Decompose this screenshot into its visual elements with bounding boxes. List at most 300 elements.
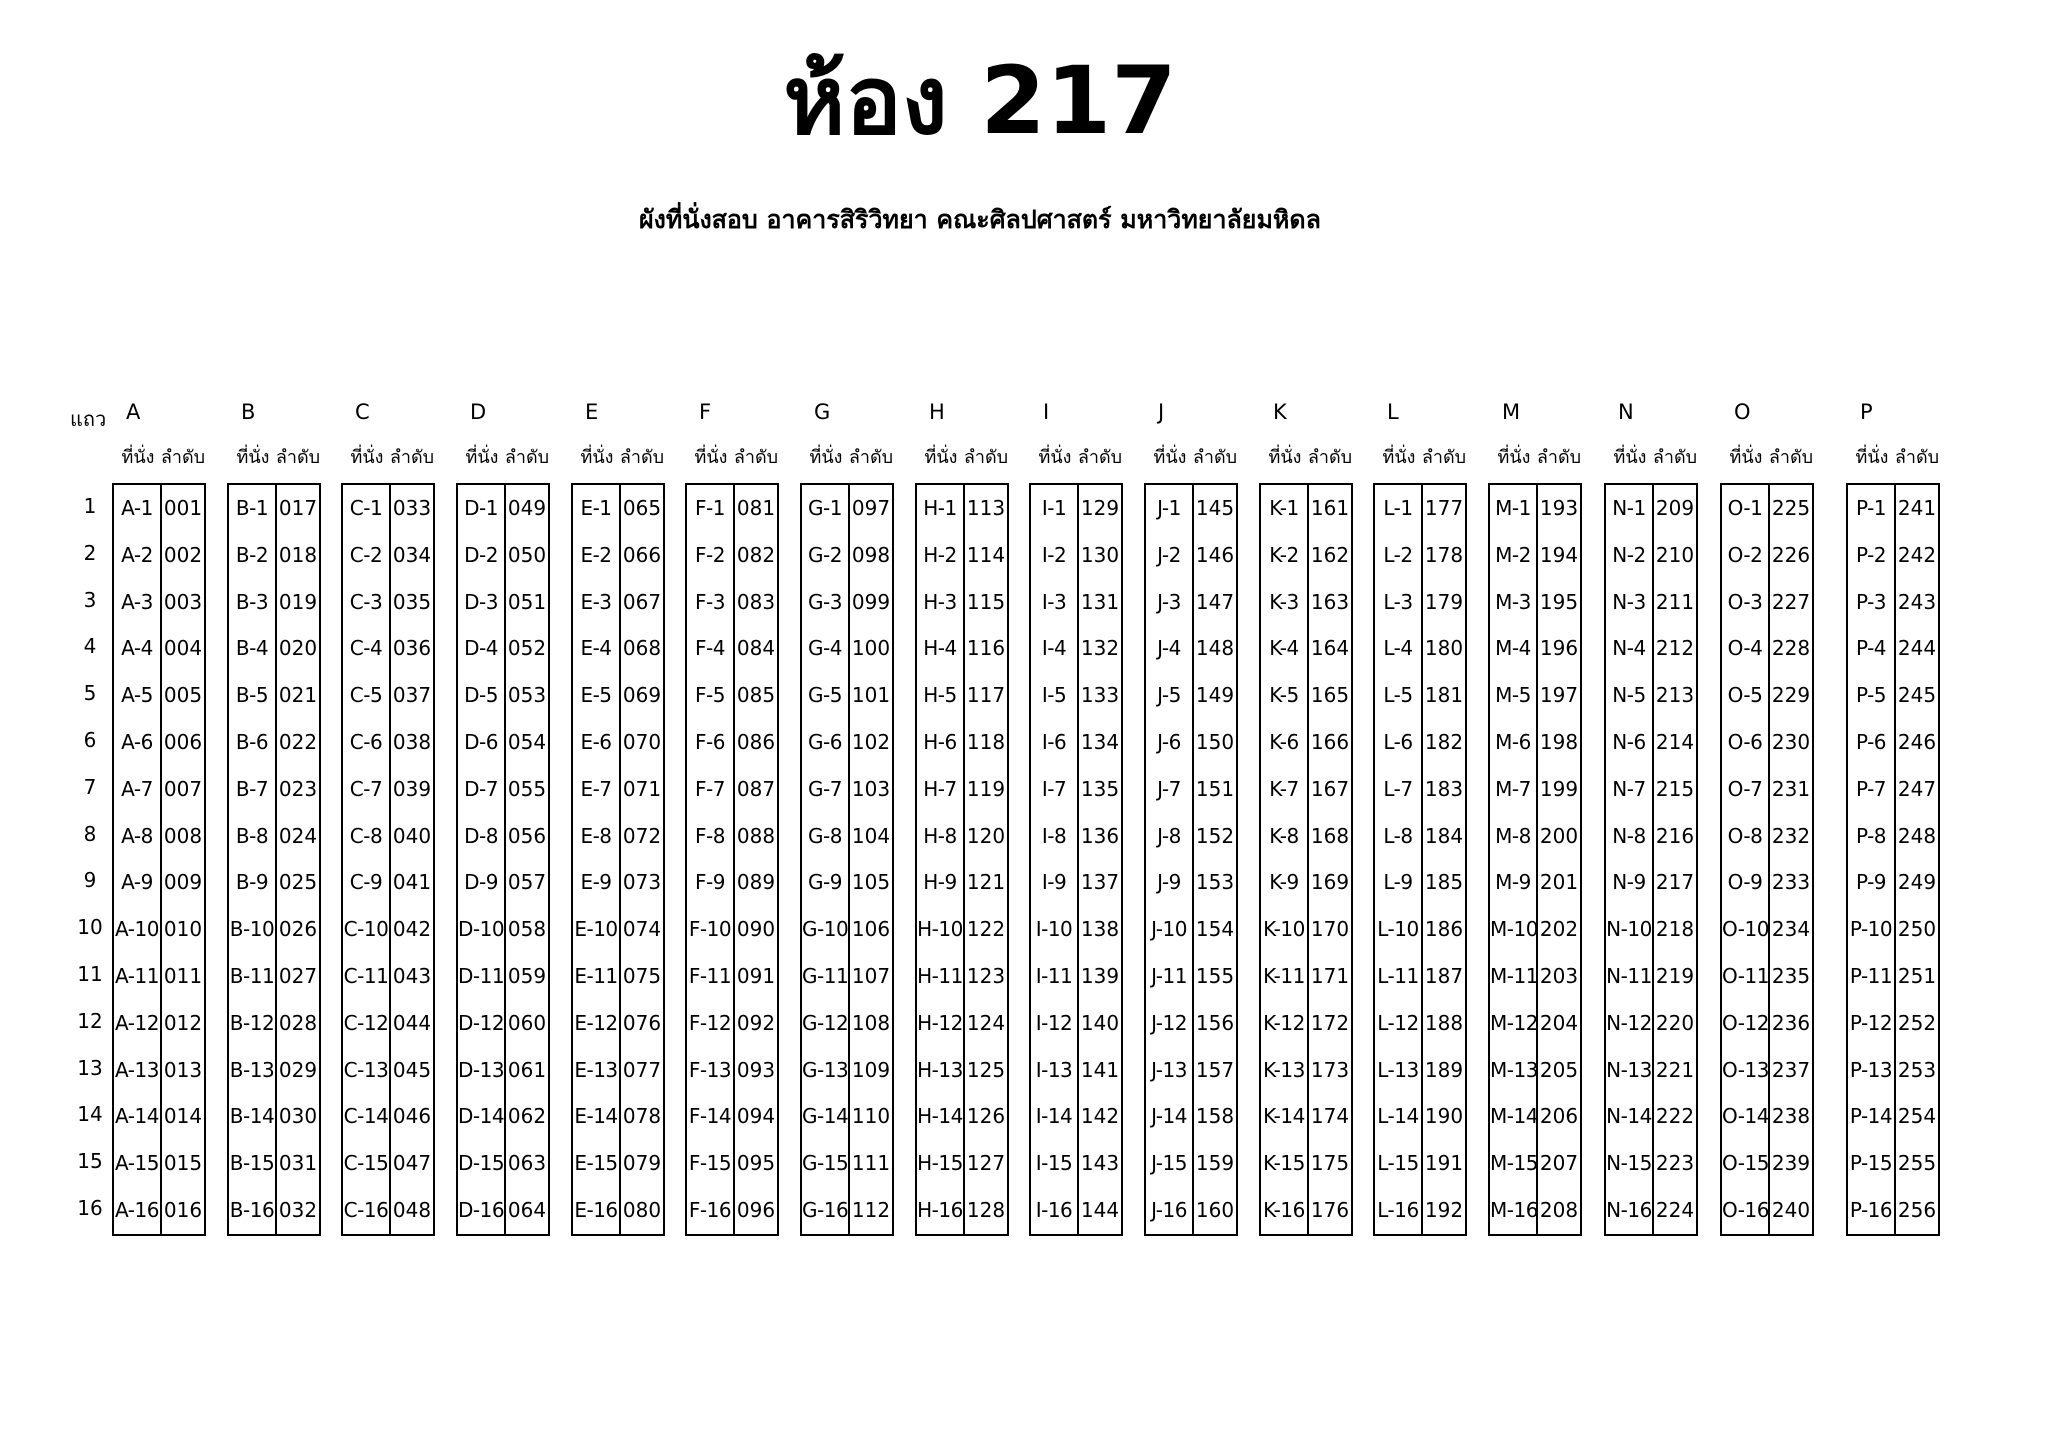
seat-row (802, 625, 892, 672)
seat-row (1261, 1093, 1351, 1140)
seat-id: K-12 (1261, 1000, 1309, 1047)
seat-id: H-2 (917, 532, 965, 579)
seat-row (1261, 813, 1351, 860)
seat-order-number: 027 (278, 963, 318, 988)
seat-id: L-8 (1375, 813, 1423, 860)
seat-order-number: 238 (1771, 1104, 1811, 1129)
seat-row (917, 485, 1007, 532)
seat-id: O-3 (1722, 579, 1770, 626)
seat-row (114, 1000, 204, 1047)
seat-order-number: 231 (1771, 776, 1811, 801)
seat-id: J-15 (1146, 1140, 1194, 1187)
seat-order-number: 205 (1539, 1057, 1579, 1082)
seat-order-number: 035 (392, 589, 432, 614)
seat-order-number: 202 (1539, 917, 1579, 942)
seat-order-number: 234 (1771, 917, 1811, 942)
seat-id: K-16 (1261, 1187, 1309, 1234)
seat-order-number: 062 (507, 1104, 547, 1129)
seat-row (1606, 1140, 1696, 1187)
seat-order-number: 235 (1771, 963, 1811, 988)
seat-row (917, 953, 1007, 1000)
seat-row (229, 532, 319, 579)
seat-order-number: 178 (1424, 542, 1464, 567)
seat-order-number: 019 (278, 589, 318, 614)
seat-order-number: 157 (1195, 1057, 1235, 1082)
seat-row (1375, 532, 1465, 579)
seat-row (802, 953, 892, 1000)
seat-order-number: 079 (622, 1151, 662, 1176)
seat-row (114, 1093, 204, 1140)
seat-id: N-15 (1606, 1140, 1654, 1187)
seat-order-number: 237 (1771, 1057, 1811, 1082)
seat-row (1848, 1093, 1938, 1140)
row-number-list (70, 483, 110, 1232)
seat-order-number: 239 (1771, 1151, 1811, 1176)
seat-id: I-2 (1031, 532, 1079, 579)
column-subheader (1846, 442, 1946, 472)
seat-order-number: 165 (1310, 683, 1350, 708)
seat-order-number: 144 (1080, 1197, 1120, 1222)
seat-order-number: 256 (1897, 1197, 1937, 1222)
seat-order-number: 046 (392, 1104, 432, 1129)
row-number: 16 (77, 1195, 103, 1220)
column-subheader (1604, 442, 1704, 472)
column-letter: I (1043, 400, 1050, 424)
seat-row (1490, 859, 1580, 906)
seat-row (1722, 1047, 1812, 1094)
seat-order-number: 255 (1897, 1151, 1937, 1176)
seat-id: I-7 (1031, 766, 1079, 813)
seat-id: F-10 (687, 906, 735, 953)
seat-id: I-16 (1031, 1187, 1079, 1234)
seat-order-number: 134 (1080, 729, 1120, 754)
seat-id: E-2 (573, 532, 621, 579)
seat-row (1031, 953, 1121, 1000)
seat-id: O-15 (1722, 1140, 1770, 1187)
seat-row (1146, 953, 1236, 1000)
seat-id: M-13 (1490, 1047, 1538, 1094)
seat-row (1146, 1140, 1236, 1187)
seat-row (1722, 1093, 1812, 1140)
seat-order-number: 129 (1080, 496, 1120, 520)
seat-order-number: 108 (851, 1010, 891, 1035)
seat-row (229, 906, 319, 953)
column-letter: G (814, 400, 831, 424)
seat-row (1146, 579, 1236, 626)
seat-order-number: 212 (1655, 636, 1695, 661)
seat-order-number: 056 (507, 823, 547, 848)
seat-id: E-5 (573, 672, 621, 719)
seat-id: N-2 (1606, 532, 1654, 579)
row-number: 2 (83, 540, 97, 565)
seat-row (114, 1047, 204, 1094)
seat-order-number: 197 (1539, 683, 1579, 708)
seat-id: J-13 (1146, 1047, 1194, 1094)
seat-order-number: 220 (1655, 1010, 1695, 1035)
seat-row (458, 719, 548, 766)
seat-order-number: 183 (1424, 776, 1464, 801)
seat-id: N-7 (1606, 766, 1654, 813)
seat-id: B-3 (229, 579, 277, 626)
seat-column-f (685, 400, 785, 1236)
seat-id: N-11 (1606, 953, 1654, 1000)
seat-order-number: 248 (1897, 823, 1937, 848)
seat-order-number: 104 (851, 823, 891, 848)
seat-id: N-10 (1606, 906, 1654, 953)
seat-id: G-13 (802, 1047, 850, 1094)
seat-id: M-15 (1490, 1140, 1538, 1187)
seat-order-number: 064 (507, 1197, 547, 1222)
seat-order-number: 011 (163, 963, 203, 988)
seat-id: P-11 (1848, 953, 1896, 1000)
seat-order-number: 120 (966, 823, 1006, 848)
seat-row (343, 859, 433, 906)
seat-order-number: 103 (851, 776, 891, 801)
seat-row (229, 859, 319, 906)
seat-order-number: 013 (163, 1057, 203, 1082)
seat-row (1375, 859, 1465, 906)
column-letter: H (929, 400, 945, 424)
seat-order-number: 003 (163, 589, 203, 614)
seat-row (573, 859, 663, 906)
seat-order-number: 182 (1424, 729, 1464, 754)
seat-order-number: 251 (1897, 963, 1937, 988)
seat-id: C-7 (343, 766, 391, 813)
seat-table (456, 483, 550, 1236)
seat-column-o (1720, 400, 1820, 1236)
seat-order-number: 010 (163, 917, 203, 942)
seat-id: B-5 (229, 672, 277, 719)
seat-id: O-5 (1722, 672, 1770, 719)
seat-row (1848, 672, 1938, 719)
seat-id: I-10 (1031, 906, 1079, 953)
seat-id: J-2 (1146, 532, 1194, 579)
seat-row (1261, 859, 1351, 906)
seat-id: D-1 (458, 485, 506, 532)
seat-order-number: 114 (966, 542, 1006, 567)
seat-row (1490, 906, 1580, 953)
seat-order-number: 059 (507, 963, 547, 988)
seat-row (1146, 485, 1236, 532)
seat-order-number: 076 (622, 1010, 662, 1035)
seat-row (1490, 485, 1580, 532)
seat-row (573, 1187, 663, 1234)
seat-id: O-4 (1722, 625, 1770, 672)
seat-row (1031, 813, 1121, 860)
seat-id: E-3 (573, 579, 621, 626)
column-letter: L (1387, 400, 1399, 424)
seat-row (458, 579, 548, 626)
seat-row (343, 532, 433, 579)
seat-row (573, 766, 663, 813)
seat-id: C-6 (343, 719, 391, 766)
seat-row (1490, 1000, 1580, 1047)
seat-id: M-12 (1490, 1000, 1538, 1047)
seat-table (1029, 483, 1123, 1236)
seat-row (802, 719, 892, 766)
seat-id: L-10 (1375, 906, 1423, 953)
seat-row (1375, 953, 1465, 1000)
seat-order-number: 194 (1539, 542, 1579, 567)
seat-order-number: 092 (736, 1010, 776, 1035)
seat-order-number: 199 (1539, 776, 1579, 801)
seat-id: M-4 (1490, 625, 1538, 672)
seat-id: O-8 (1722, 813, 1770, 860)
seat-row (1146, 719, 1236, 766)
seat-id: I-12 (1031, 1000, 1079, 1047)
seat-id: O-2 (1722, 532, 1770, 579)
seat-id: F-12 (687, 1000, 735, 1047)
seat-order-number: 022 (278, 729, 318, 754)
seat-row (1261, 1187, 1351, 1234)
seat-order-number: 193 (1539, 496, 1579, 520)
seat-id: L-3 (1375, 579, 1423, 626)
seat-order-number: 033 (392, 496, 432, 520)
seat-order-number: 189 (1424, 1057, 1464, 1082)
seat-id: F-1 (687, 485, 735, 532)
seat-row (1031, 625, 1121, 672)
seat-order-number: 055 (507, 776, 547, 801)
seat-id: K-15 (1261, 1140, 1309, 1187)
seat-id: H-3 (917, 579, 965, 626)
seat-order-number: 004 (163, 636, 203, 661)
row-number: 10 (77, 915, 103, 940)
seat-row (687, 1047, 777, 1094)
seat-label: ที่นั่ง (924, 447, 958, 468)
seat-id: D-16 (458, 1187, 506, 1234)
seat-order-number: 020 (278, 636, 318, 661)
seat-row (114, 532, 204, 579)
seat-id: E-7 (573, 766, 621, 813)
seat-column-m (1488, 400, 1588, 1236)
column-letter: B (241, 400, 256, 424)
seat-row (573, 485, 663, 532)
seat-table (1373, 483, 1467, 1236)
seat-row (458, 766, 548, 813)
seat-id: M-1 (1490, 485, 1538, 532)
seat-row (1146, 859, 1236, 906)
seat-id: K-5 (1261, 672, 1309, 719)
row-number: 13 (77, 1055, 103, 1080)
order-label: ลำดับ (1192, 447, 1238, 468)
seat-row (1146, 625, 1236, 672)
seat-order-number: 124 (966, 1010, 1006, 1035)
seat-row (1261, 625, 1351, 672)
seat-row (1261, 766, 1351, 813)
seat-id: F-11 (687, 953, 735, 1000)
seat-order-number: 146 (1195, 542, 1235, 567)
seat-id: B-1 (229, 485, 277, 532)
seat-label: ที่นั่ง (121, 447, 155, 468)
seat-order-number: 171 (1310, 963, 1350, 988)
seat-order-number: 224 (1655, 1197, 1695, 1222)
seat-id: F-15 (687, 1140, 735, 1187)
seat-row (458, 1047, 548, 1094)
seat-row (917, 625, 1007, 672)
seat-column-l (1373, 400, 1473, 1236)
seat-row (1490, 1093, 1580, 1140)
column-letter: E (585, 400, 599, 424)
seat-order-number: 191 (1424, 1151, 1464, 1176)
order-label: ลำดับ (1652, 447, 1698, 468)
seat-order-number: 127 (966, 1151, 1006, 1176)
seat-id: N-14 (1606, 1093, 1654, 1140)
seat-id: P-16 (1848, 1187, 1896, 1234)
seat-row (1722, 813, 1812, 860)
seat-order-number: 045 (392, 1057, 432, 1082)
seat-id: I-14 (1031, 1093, 1079, 1140)
seat-order-number: 125 (966, 1057, 1006, 1082)
seat-id: F-16 (687, 1187, 735, 1234)
seat-order-number: 116 (966, 636, 1006, 661)
seat-order-number: 172 (1310, 1010, 1350, 1035)
seat-order-number: 246 (1897, 729, 1937, 754)
seat-id: H-10 (917, 906, 965, 953)
seat-row (229, 579, 319, 626)
seat-column-e (571, 400, 671, 1236)
seat-row (1848, 906, 1938, 953)
seat-id: O-13 (1722, 1047, 1770, 1094)
column-letter: F (699, 400, 712, 424)
order-label: ลำดับ (1768, 447, 1814, 468)
column-letter: J (1158, 400, 1165, 424)
seat-id: M-8 (1490, 813, 1538, 860)
seat-row (802, 1047, 892, 1094)
seat-row (1031, 532, 1121, 579)
seat-row (343, 672, 433, 719)
seat-row (802, 1187, 892, 1234)
seat-order-number: 119 (966, 776, 1006, 801)
seat-order-number: 252 (1897, 1010, 1937, 1035)
seat-id: N-4 (1606, 625, 1654, 672)
seat-id: C-2 (343, 532, 391, 579)
seat-id: H-7 (917, 766, 965, 813)
seat-order-number: 070 (622, 729, 662, 754)
seat-order-number: 154 (1195, 917, 1235, 942)
seat-label: ที่นั่ง (809, 447, 843, 468)
seat-order-number: 017 (278, 496, 318, 520)
seat-order-number: 210 (1655, 542, 1695, 567)
seat-id: A-4 (114, 625, 162, 672)
seat-id: C-14 (343, 1093, 391, 1140)
seat-order-number: 242 (1897, 542, 1937, 567)
seat-id: J-5 (1146, 672, 1194, 719)
seat-order-number: 097 (851, 496, 891, 520)
seat-id: D-13 (458, 1047, 506, 1094)
seat-id: N-12 (1606, 1000, 1654, 1047)
seat-order-number: 141 (1080, 1057, 1120, 1082)
row-number: 7 (83, 774, 97, 799)
seat-order-number: 250 (1897, 917, 1937, 942)
seat-order-number: 102 (851, 729, 891, 754)
seat-order-number: 071 (622, 776, 662, 801)
order-label: ลำดับ (848, 447, 894, 468)
order-label: ลำดับ (1894, 447, 1940, 468)
seat-order-number: 192 (1424, 1197, 1464, 1222)
seat-table (112, 483, 206, 1236)
seat-table (1144, 483, 1238, 1236)
seat-id: D-9 (458, 859, 506, 906)
seat-order-number: 244 (1897, 636, 1937, 661)
seat-row (687, 532, 777, 579)
seat-order-number: 213 (1655, 683, 1695, 708)
seat-row (114, 813, 204, 860)
seat-order-number: 053 (507, 683, 547, 708)
seat-id: M-5 (1490, 672, 1538, 719)
seat-id: C-3 (343, 579, 391, 626)
seat-row (458, 485, 548, 532)
seat-order-number: 006 (163, 729, 203, 754)
seat-id: G-5 (802, 672, 850, 719)
seat-row (1606, 1000, 1696, 1047)
seat-row (458, 953, 548, 1000)
seat-table (1604, 483, 1698, 1236)
row-number: 12 (77, 1008, 103, 1033)
row-number: 4 (83, 634, 97, 659)
seat-order-number: 140 (1080, 1010, 1120, 1035)
seat-order-number: 091 (736, 963, 776, 988)
seat-row (1375, 1047, 1465, 1094)
order-label: ลำดับ (275, 447, 321, 468)
seat-row (1146, 813, 1236, 860)
seat-order-number: 067 (622, 589, 662, 614)
seat-row (1848, 1140, 1938, 1187)
seat-row (1375, 485, 1465, 532)
seat-id: J-14 (1146, 1093, 1194, 1140)
seat-order-number: 139 (1080, 963, 1120, 988)
seat-id: G-8 (802, 813, 850, 860)
seat-id: D-7 (458, 766, 506, 813)
order-label: ลำดับ (504, 447, 550, 468)
column-letter: K (1273, 400, 1287, 424)
seat-label: ที่นั่ง (1613, 447, 1647, 468)
seat-id: J-4 (1146, 625, 1194, 672)
seat-order-number: 198 (1539, 729, 1579, 754)
seat-id: A-11 (114, 953, 162, 1000)
seat-order-number: 117 (966, 683, 1006, 708)
seat-row (917, 1047, 1007, 1094)
seat-id: P-14 (1848, 1093, 1896, 1140)
seat-row (1848, 579, 1938, 626)
seat-id: C-8 (343, 813, 391, 860)
seat-id: P-13 (1848, 1047, 1896, 1094)
seat-id: E-6 (573, 719, 621, 766)
column-subheader (1029, 442, 1129, 472)
seat-row (229, 1047, 319, 1094)
seat-row (573, 625, 663, 672)
seat-order-number: 115 (966, 589, 1006, 614)
row-number: 9 (83, 868, 97, 893)
seat-order-number: 122 (966, 917, 1006, 942)
seat-row (114, 625, 204, 672)
seat-row (458, 625, 548, 672)
seat-id: H-16 (917, 1187, 965, 1234)
seat-row (917, 906, 1007, 953)
seat-row (573, 672, 663, 719)
seat-id: L-16 (1375, 1187, 1423, 1234)
seat-id: K-4 (1261, 625, 1309, 672)
seat-row (1490, 813, 1580, 860)
seat-id: A-5 (114, 672, 162, 719)
seat-order-number: 150 (1195, 729, 1235, 754)
seat-table (1846, 483, 1940, 1236)
seat-row (1722, 672, 1812, 719)
seat-order-number: 074 (622, 917, 662, 942)
seat-order-number: 253 (1897, 1057, 1937, 1082)
seat-id: I-15 (1031, 1140, 1079, 1187)
seat-id: D-12 (458, 1000, 506, 1047)
seat-id: F-4 (687, 625, 735, 672)
